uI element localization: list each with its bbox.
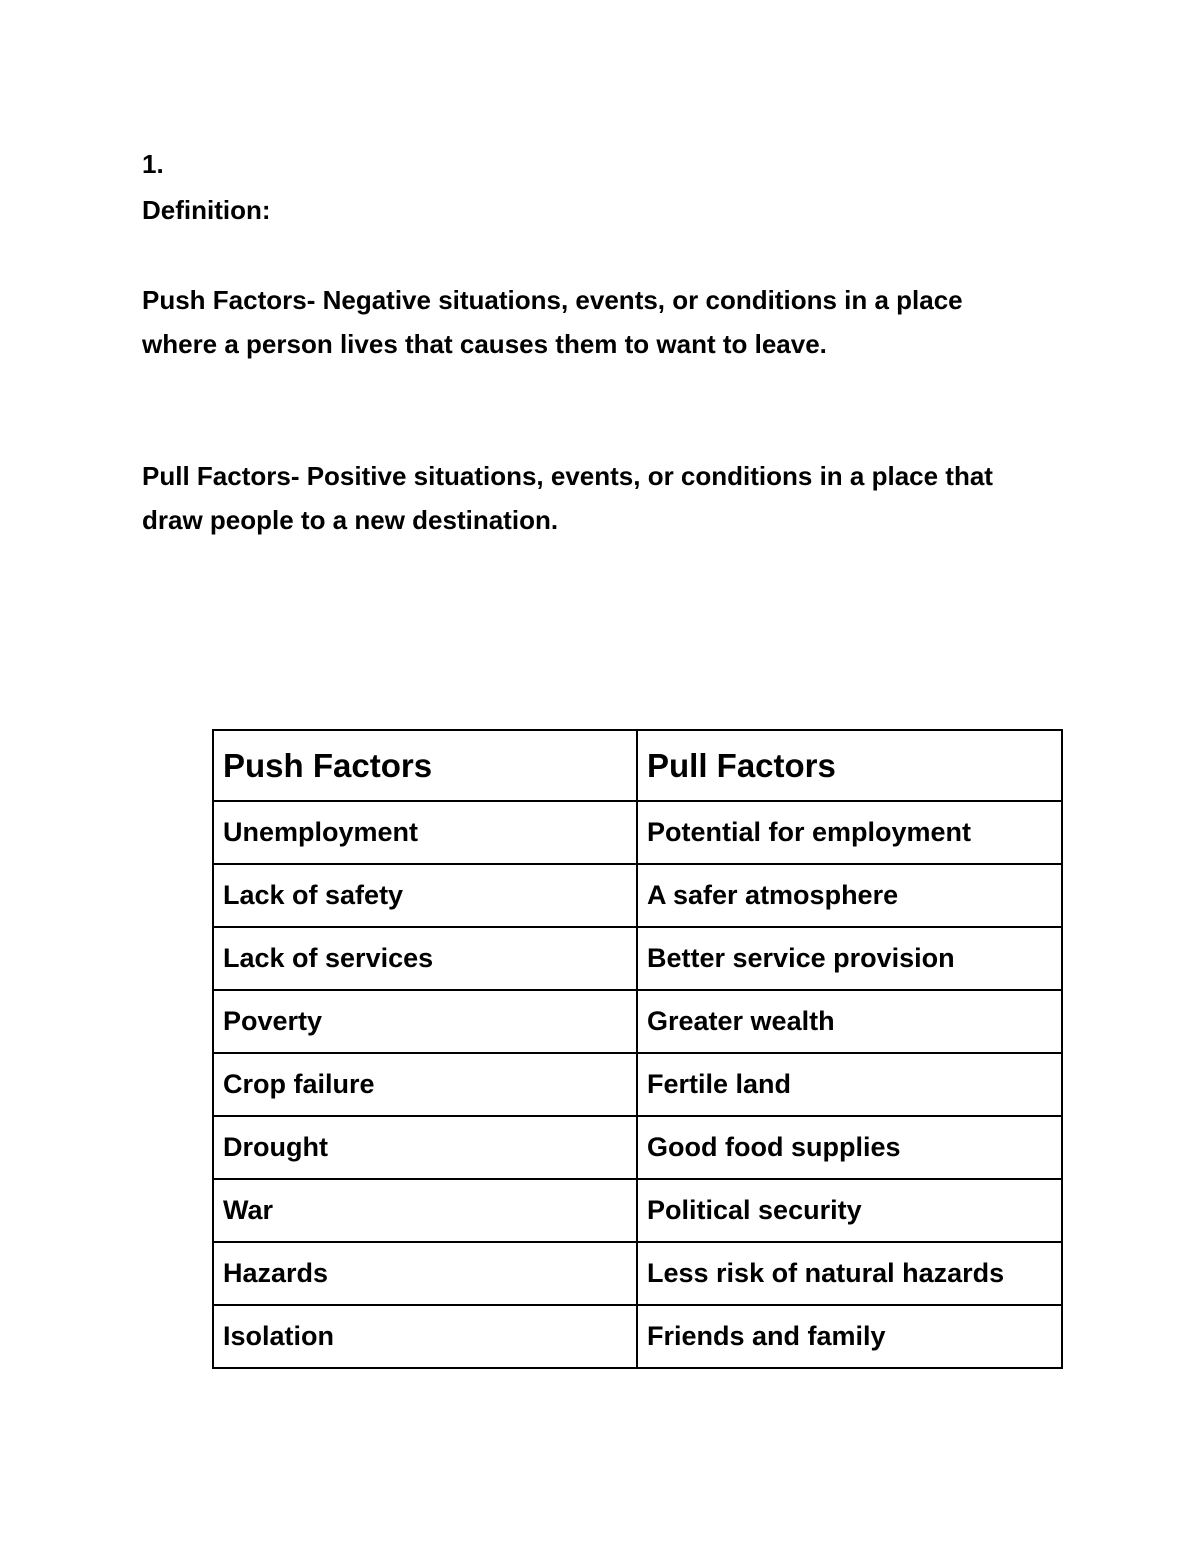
pull-factor-cell: Good food supplies (637, 1116, 1062, 1179)
table-row (213, 1305, 1062, 1368)
push-factor-cell: Hazards (213, 1242, 637, 1305)
push-factor-cell: Isolation (213, 1305, 637, 1368)
push-factor-cell: Unemployment (213, 801, 637, 864)
push-pull-factors-table (212, 729, 1063, 1369)
pull-factor-cell: Political security (637, 1179, 1062, 1242)
table-row (213, 927, 1062, 990)
push-factors-definition-line: Push Factors- Negative situations, events, or conditions in a place (142, 285, 963, 315)
item-number: 1. (142, 149, 164, 179)
pull-factor-cell: Fertile land (637, 1053, 1062, 1116)
push-factor-cell: Poverty (213, 990, 637, 1053)
table-row (213, 864, 1062, 927)
push-factor-cell: Lack of services (213, 927, 637, 990)
table-row (213, 1053, 1062, 1116)
table-row (213, 1116, 1062, 1179)
table-header-row (213, 730, 1062, 801)
pull-factor-cell: Greater wealth (637, 990, 1062, 1053)
table-row (213, 801, 1062, 864)
pull-factor-cell: Friends and family (637, 1305, 1062, 1368)
table-row (213, 990, 1062, 1053)
table-row (213, 1179, 1062, 1242)
pull-factor-cell: Potential for employment (637, 801, 1062, 864)
pull-factor-cell: A safer atmosphere (637, 864, 1062, 927)
pull-factors-definition-line: draw people to a new destination. (142, 505, 559, 535)
push-factor-cell: Drought (213, 1116, 637, 1179)
pull-factor-cell: Less risk of natural hazards (637, 1242, 1062, 1305)
push-factors-definition-line: where a person lives that causes them to want to leave. (142, 329, 827, 359)
push-factor-cell: Crop failure (213, 1053, 637, 1116)
push-factor-cell: Lack of safety (213, 864, 637, 927)
pull-factor-cell: Better service provision (637, 927, 1062, 990)
column-header-push-factors: Push Factors (213, 730, 637, 801)
column-header-pull-factors: Pull Factors (637, 730, 1062, 801)
push-factor-cell: War (213, 1179, 637, 1242)
table-row (213, 1242, 1062, 1305)
pull-factors-definition-line: Pull Factors- Positive situations, events, or conditions in a place that (142, 461, 993, 491)
definition-heading: Definition: (142, 195, 271, 225)
